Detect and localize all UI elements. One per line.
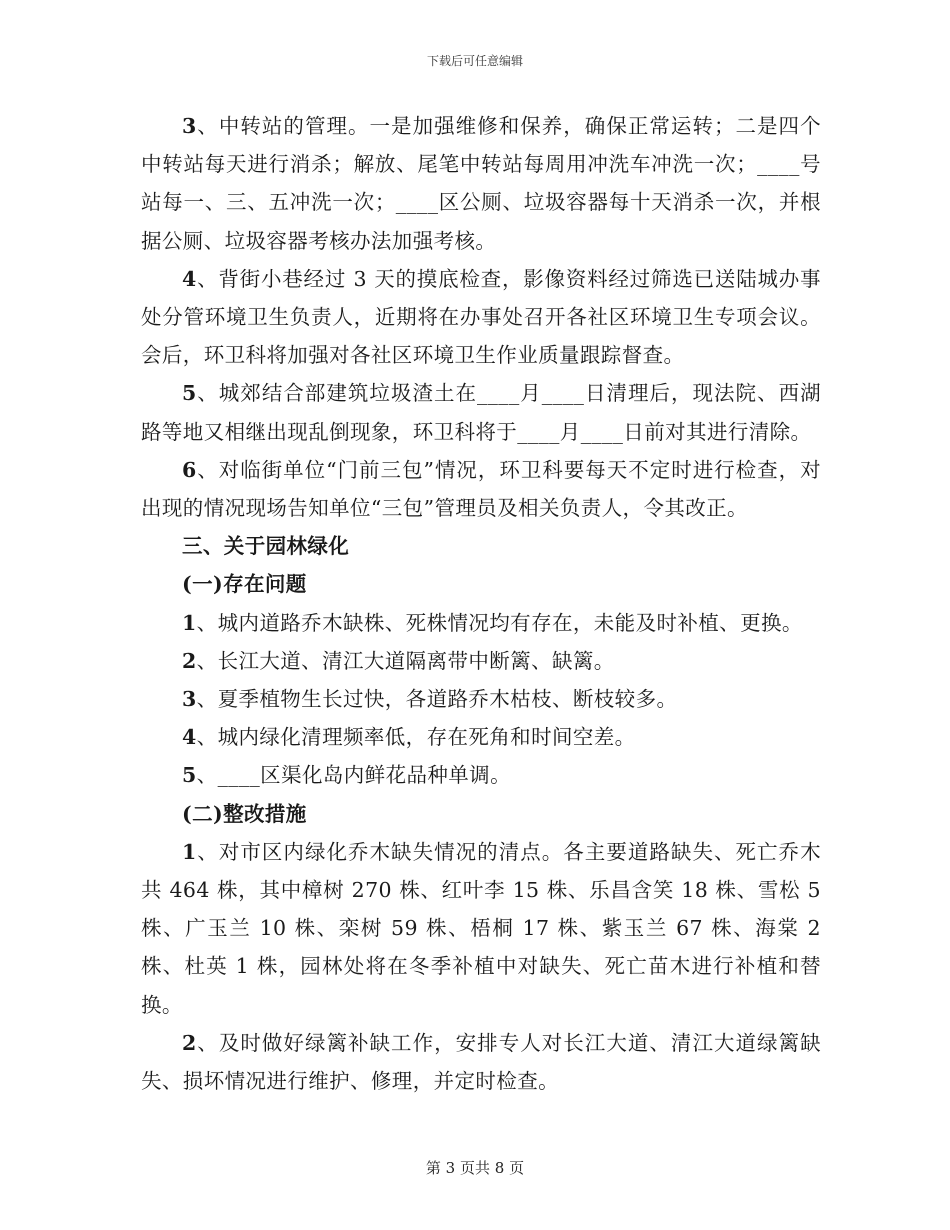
problem-item	[141, 718, 821, 756]
item-number: 1	[182, 610, 197, 635]
problem-item	[141, 756, 821, 794]
page-footer: 第 3 页共 8 页	[425, 1159, 525, 1177]
problem-item	[141, 604, 821, 642]
item-number: 5	[182, 763, 197, 788]
paragraph-3	[141, 107, 821, 260]
item-number: 2	[182, 648, 197, 673]
item-number: 2	[182, 1030, 197, 1055]
item-text: 、及时做好绿篱补缺工作，安排专人对长江大道、清江大道绿篱缺失、损坏情况进行维护、修理，并定时检查。	[141, 1030, 821, 1094]
paragraph-6	[141, 451, 821, 527]
paragraph-5	[141, 374, 821, 450]
paragraph-4	[141, 260, 821, 375]
subsection-heading-measures: (二)整改措施	[182, 801, 307, 826]
subsection-heading-problems: (一)存在问题	[182, 572, 307, 597]
item-number: 5	[182, 381, 197, 406]
item-number: 4	[182, 725, 197, 750]
item-number: 3	[182, 687, 197, 712]
item-text: 、城内道路乔木缺株、死株情况均有存在，未能及时补植、更换。	[196, 610, 803, 635]
item-text: 、中转站的管理。一是加强维修和保养，确保正常运转；二是四个中转站每天进行消杀；解放、尾笔中转站每周用冲洗车冲洗一次；____号站每一、三、五冲洗一次；____区公厕、垃圾容器每十天消杀一次，并根据公厕、垃圾容器考核办法加强考核。	[141, 114, 821, 253]
item-text: 、城内绿化清理频率低，存在死角和时间空差。	[196, 725, 636, 750]
problem-item	[141, 680, 821, 718]
item-text: 、背街小巷经过 3 天的摸底检查，影像资料经过筛选已送陆城办事处分管环境卫生负责人，近期将在办事处召开各社区环境卫生专项会议。会后，环卫科将加强对各社区环境卫生作业质量跟踪督查。	[141, 266, 821, 368]
problem-item	[141, 642, 821, 680]
item-text: 、夏季植物生长过快，各道路乔木枯枝、断枝较多。	[196, 687, 678, 712]
document-body	[141, 107, 821, 1100]
item-number: 1	[182, 839, 197, 864]
item-number: 6	[182, 457, 197, 482]
item-text: 、____区渠化岛内鲜花品种单调。	[196, 763, 511, 788]
item-text: 、城郊结合部建筑垃圾渣土在____月____日清理后，现法院、西湖路等地又相继出现乱倒现象，环卫科将于____月____日前对其进行清除。	[141, 381, 821, 444]
item-number: 4	[182, 266, 197, 291]
section-heading: 三、关于园林绿化	[182, 534, 350, 559]
item-text: 、长江大道、清江大道隔离带中断篱、缺篱。	[196, 648, 615, 673]
page-header: 下载后可任意编辑	[426, 54, 523, 68]
item-text: 、对市区内绿化乔木缺失情况的清点。各主要道路缺失、死亡乔木共 464 株，其中樟树 270 株、红叶李 15 株、乐昌含笑 18 株、雪松 5 株、广玉兰 10 株、栾树 59 株、梧桐 17 株、紫玉兰 67 株、海棠 2 株、杜英 1 株，园林处将在冬季补植中对缺失、死亡苗木进行补植和替换。	[141, 839, 821, 1017]
measure-item	[141, 833, 821, 1024]
item-number: 3	[182, 114, 197, 138]
item-text: 、对临街单位“门前三包”情况，环卫科要每天不定时进行检查，对出现的情况现场告知单位“三包”管理员及相关负责人，令其改正。	[141, 457, 821, 521]
measure-item	[141, 1024, 821, 1100]
